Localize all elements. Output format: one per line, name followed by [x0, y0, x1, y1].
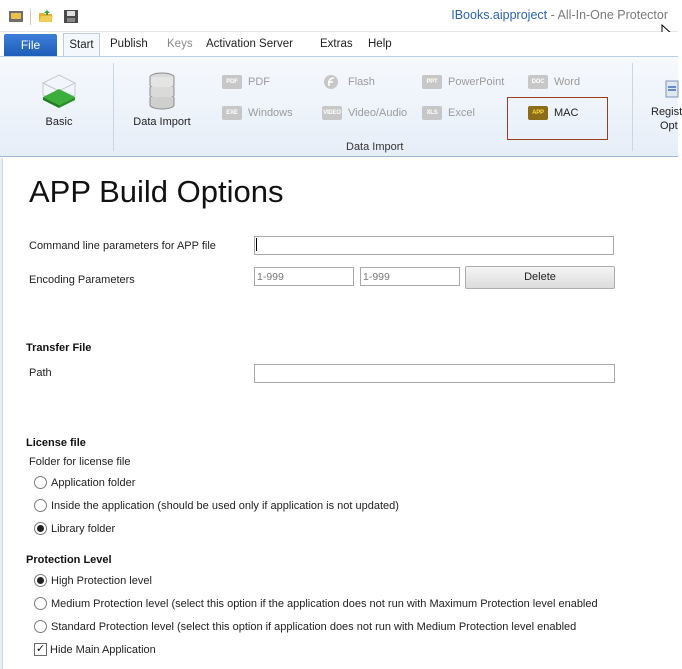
flash-label: Flash: [348, 76, 375, 88]
flash-button[interactable]: [322, 73, 375, 91]
mac-selection-highlight: [507, 97, 608, 140]
command-line-input[interactable]: [254, 236, 614, 255]
title-bar: [0, 0, 678, 32]
radio-dot: [37, 525, 44, 532]
exe-icon: EXE: [222, 106, 242, 120]
video-audio-label: Video/Audio: [348, 107, 408, 119]
radio-label: High Protection level: [51, 574, 152, 587]
powerpoint-label: PowerPoint: [448, 76, 505, 88]
tab-keys[interactable]: Keys: [167, 38, 193, 50]
radio-button[interactable]: [34, 620, 47, 633]
hide-main-application-checkbox[interactable]: ✓: [35, 643, 46, 655]
radio-label: Standard Protection level (select this option if application does not run with Medium Protection level enabled: [51, 620, 577, 633]
tab-extras[interactable]: Extras: [320, 38, 353, 50]
data-import-button[interactable]: [128, 71, 196, 128]
radio-medium-protection[interactable]: [34, 597, 598, 610]
registration-label-line2: Opt: [660, 120, 678, 132]
radio-label: Library folder: [51, 522, 116, 535]
command-line-label: Command line parameters for APP file: [29, 240, 216, 252]
basic-cube-icon: [39, 69, 79, 109]
word-button[interactable]: [528, 73, 580, 91]
ppt-icon: PPT: [422, 75, 442, 89]
save-icon[interactable]: [63, 9, 79, 24]
radio-button[interactable]: [34, 597, 47, 610]
radio-label: Application folder: [51, 476, 136, 489]
app-icon: [8, 9, 24, 24]
word-label: Word: [554, 76, 581, 88]
license-folder-label: Folder for license file: [29, 456, 131, 468]
delete-button[interactable]: Delete: [465, 266, 615, 289]
tab-start[interactable]: Start: [63, 33, 100, 58]
open-folder-icon[interactable]: [38, 9, 54, 24]
registration-label-line1: Regist: [651, 106, 682, 118]
encoding-parameters-label: Encoding Parameters: [29, 274, 135, 286]
path-input[interactable]: [254, 364, 615, 383]
encoding-to-input[interactable]: [360, 267, 460, 286]
registration-icon[interactable]: [664, 79, 678, 101]
windows-button[interactable]: [222, 104, 293, 122]
tab-activation-server[interactable]: Activation Server: [206, 38, 293, 50]
protection-level-heading: Protection Level: [26, 554, 112, 566]
radio-dot: [37, 577, 44, 584]
text-caret: [256, 238, 257, 251]
pdf-button[interactable]: [222, 73, 270, 91]
xls-icon: XLS: [422, 106, 442, 120]
radio-label: Medium Protection level (select this option if the application does not run with Maximum Protection level enabled: [51, 597, 598, 610]
data-import-label: Data Import: [133, 116, 191, 128]
path-label: Path: [29, 367, 52, 379]
excel-label: Excel: [448, 107, 475, 119]
radio-high-protection[interactable]: [34, 574, 152, 587]
transfer-file-heading: Transfer File: [26, 342, 92, 354]
app-name: - All-In-One Protector: [547, 8, 668, 22]
basic-button[interactable]: [30, 69, 88, 128]
window-title: [451, 8, 668, 22]
ribbon-separator-2: [632, 63, 633, 151]
flash-icon: [322, 74, 342, 90]
radio-inside-application[interactable]: [34, 499, 399, 512]
radio-button-selected[interactable]: [34, 522, 47, 535]
page-title: APP Build Options: [29, 174, 284, 209]
tab-publish[interactable]: Publish: [110, 38, 148, 50]
radio-standard-protection[interactable]: [34, 620, 576, 633]
excel-button[interactable]: [422, 104, 475, 122]
video-icon: VIDEO: [322, 106, 342, 120]
hide-main-application-label: Hide Main Application: [50, 643, 156, 656]
content-left-border: [0, 158, 3, 669]
content-area: [0, 158, 678, 669]
windows-label: Windows: [248, 107, 293, 119]
radio-application-folder[interactable]: [34, 476, 135, 489]
radio-label: Inside the application (should be used only if application is not updated): [51, 499, 399, 512]
basic-label: Basic: [45, 116, 73, 128]
ribbon-panel: [0, 56, 682, 157]
radio-button[interactable]: [34, 499, 47, 512]
pdf-label: PDF: [248, 76, 270, 88]
encoding-from-input[interactable]: [254, 267, 354, 286]
mac-label: MAC: [554, 107, 579, 119]
ribbon-group-label: Data Import: [346, 141, 404, 153]
radio-button-selected[interactable]: [34, 574, 47, 587]
license-file-heading: License file: [26, 437, 86, 449]
project-file-name: IBooks.aipproject: [451, 8, 548, 22]
app-icon-mac: APP: [528, 106, 548, 120]
powerpoint-button[interactable]: [422, 73, 504, 91]
radio-library-folder[interactable]: [34, 522, 115, 535]
database-icon: [148, 71, 176, 111]
pdf-icon: PDF: [222, 75, 242, 89]
hide-main-application-checkbox-row[interactable]: [34, 643, 156, 656]
registration-options-label[interactable]: [651, 105, 682, 133]
doc-icon: DOC: [528, 75, 548, 89]
tab-help[interactable]: Help: [368, 38, 392, 50]
ribbon-separator: [113, 63, 114, 151]
ribbon-tab-strip: [0, 32, 678, 57]
video-audio-button[interactable]: [322, 104, 407, 122]
radio-button[interactable]: [34, 476, 47, 489]
tab-file[interactable]: File: [4, 34, 57, 56]
quick-access-separator: [30, 9, 31, 25]
